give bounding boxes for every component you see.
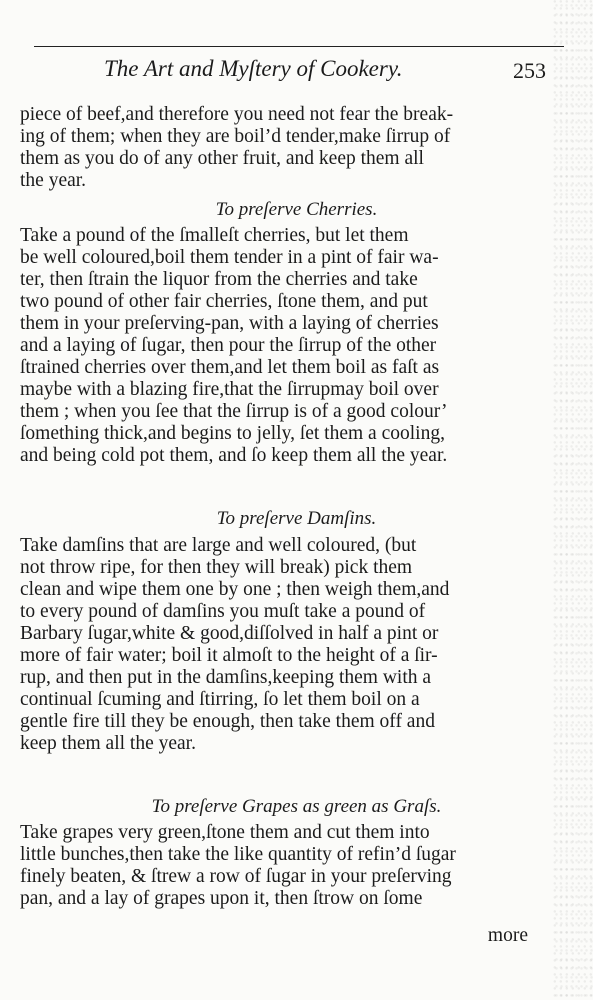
text-line: maybe with a blazing fire,that the ſirrupmay boil over bbox=[20, 379, 439, 400]
catchword: more bbox=[487, 925, 528, 946]
text-line: them ; when you ſee that the ſirrup is of a good colour’ bbox=[20, 401, 448, 422]
running-head bbox=[34, 56, 564, 92]
text-line: finely beaten, & ſtrew a row of ſugar in your preſerving bbox=[20, 866, 452, 887]
text-line: to every pound of damſins you muſt take a pound of bbox=[20, 601, 426, 622]
header-rule bbox=[34, 46, 564, 47]
text-line: and being cold pot them, and ſo keep them all the year. bbox=[20, 445, 448, 466]
text-line: two pound of other fair cherries, ſtone them, and put bbox=[20, 291, 428, 312]
text-line: rup, and then put in the damſins,keeping them with a bbox=[20, 667, 432, 688]
running-title: The Art and Myſtery of Cookery. bbox=[104, 56, 403, 81]
text-line: Take damſins that are large and well coloured, (but bbox=[20, 535, 417, 556]
text-line: little bunches,then take the like quantity of refin’d ſugar bbox=[20, 844, 456, 865]
text-line: them as you do of any other fruit, and keep them all bbox=[20, 148, 424, 169]
text-line: continual ſcuming and ſtirring, ſo let them boil on a bbox=[20, 689, 420, 710]
text-line: keep them all the year. bbox=[20, 733, 196, 754]
recipe-heading-grapes: To preſerve Grapes as green as Graſs. bbox=[151, 796, 442, 817]
text-line: gentle fire till they be enough, then take them off and bbox=[20, 711, 435, 732]
recipe-heading-damsins: To preſerve Damſins. bbox=[216, 508, 377, 529]
text-line: them in your preſerving-pan, with a laying of cherries bbox=[20, 313, 439, 334]
text-line: ing of them; when they are boil’d tender,make ſirrup of bbox=[20, 126, 451, 147]
text-line: ſtrained cherries over them,and let them boil as faſt as bbox=[20, 357, 440, 378]
text-line: not throw ripe, for then they will break) pick them bbox=[20, 557, 413, 578]
text-line: be well coloured,boil them tender in a pint of fair wa- bbox=[20, 247, 439, 268]
text-line: piece of beef,and therefore you need not fear the break- bbox=[20, 104, 454, 125]
page-number: 253 bbox=[513, 58, 546, 83]
text-line: more of fair water; boil it almoſt to the height of a ſir- bbox=[20, 645, 438, 666]
text-line: Take a pound of the ſmalleſt cherries, but let them bbox=[20, 225, 409, 246]
recipe-heading-cherries: To preſerve Cherries. bbox=[215, 199, 378, 220]
text-line: Take grapes very green,ſtone them and cut them into bbox=[20, 822, 430, 843]
text-line: pan, and a lay of grapes upon it, then ſtrow on ſome bbox=[20, 888, 423, 909]
page-edge-speckle bbox=[553, 0, 593, 1000]
text-line: ſomething thick,and begins to jelly, ſet them a cooling, bbox=[20, 423, 445, 444]
text-line: and a laying of ſugar, then pour the ſirrup of the other bbox=[20, 335, 437, 356]
text-line: ter, then ſtrain the liquor from the cherries and take bbox=[20, 269, 418, 290]
text-line: clean and wipe them one by one ; then weigh them,and bbox=[20, 579, 450, 600]
text-line: the year. bbox=[20, 170, 87, 191]
text-line: Barbary ſugar,white & good,diſſolved in half a pint or bbox=[20, 623, 439, 644]
